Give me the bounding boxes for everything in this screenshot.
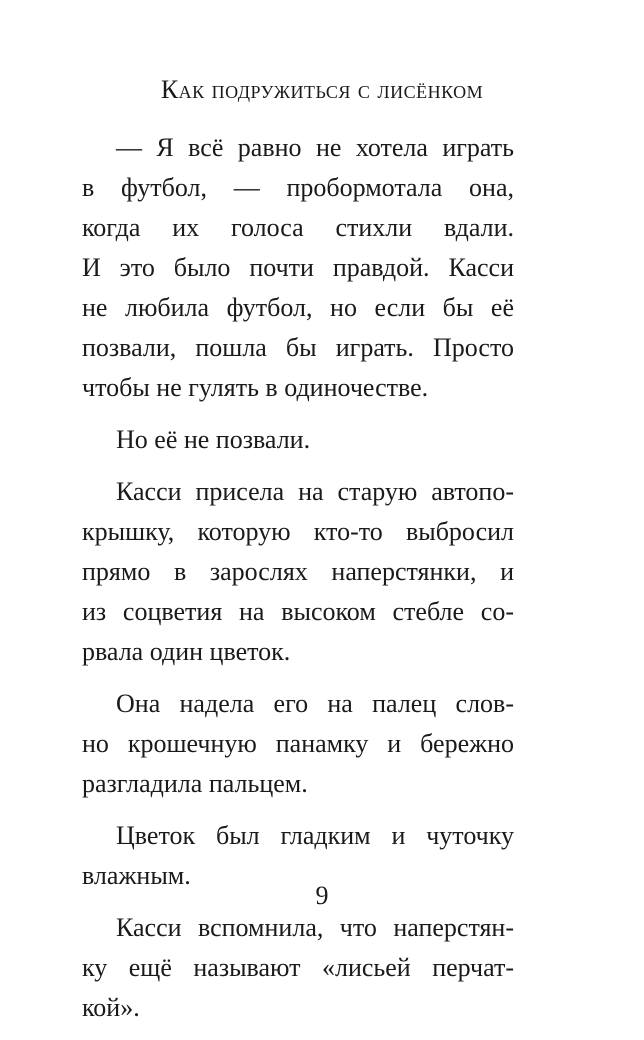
text-line: крышку, которую кто-то выбросил (82, 517, 514, 546)
text-line: Касси вспомнила, что наперстян- (116, 913, 514, 942)
text-line: Но её не позвали. (116, 425, 311, 454)
text-line: кой». (82, 993, 140, 1022)
text-line: прямо в зарослях наперстянки, и (82, 557, 514, 586)
running-head: Как подружиться с лисёнком (160, 75, 484, 104)
paragraph (82, 684, 514, 804)
text-line: Цветок был гладким и чуточку (116, 821, 514, 850)
paragraph (82, 908, 514, 1028)
text-line: влажным. (82, 861, 191, 890)
page-number: 9 (315, 881, 329, 910)
text-line: чтобы не гулять в одиночестве. (82, 373, 429, 402)
text-line: но крошечную панамку и бережно (82, 729, 514, 758)
text-line: не любила футбол, но если бы её (82, 293, 514, 322)
paragraph (82, 420, 514, 460)
text-line: рвала один цветок. (82, 637, 291, 666)
text-line: позвали, пошла бы играть. Просто (82, 333, 514, 362)
text-line: из соцветия на высоком стебле со- (82, 597, 514, 626)
text-line: разгладила пальцем. (82, 769, 308, 798)
text-line: И это было почти правдой. Касси (82, 253, 514, 282)
text-line: в футбол, — пробормотала она, (82, 173, 514, 202)
paragraph (82, 128, 514, 408)
text-line: ку ещё называют «лисьей перчат- (82, 953, 514, 982)
text-line: — Я всё равно не хотела играть (116, 133, 514, 162)
paragraph (82, 472, 514, 672)
text-line: Она надела его на палец слов- (116, 689, 514, 718)
text-line: Касси присела на старую автопо- (116, 477, 514, 506)
text-line: когда их голоса стихли вдали. (82, 213, 514, 242)
